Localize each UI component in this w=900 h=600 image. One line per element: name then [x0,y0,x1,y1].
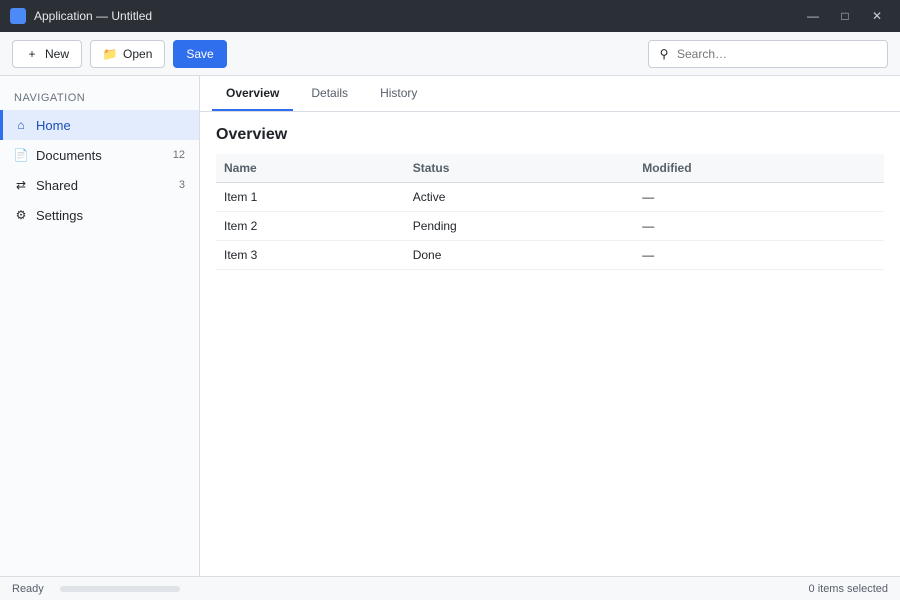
save-button[interactable] [173,40,226,68]
page-title: Overview [216,126,288,143]
open-button[interactable] [90,40,165,68]
sidebar-item-documents[interactable] [0,140,199,170]
maximize-icon: □ [841,9,849,23]
toolbar [0,32,900,76]
selection-count: 0 items selected [808,582,888,595]
table-cell: — [634,241,884,270]
table-cell: Active [405,183,635,212]
column-header[interactable]: Status [405,154,635,183]
table-cell: — [634,183,884,212]
table-row[interactable] [216,212,884,241]
table-cell: Item 1 [216,183,405,212]
table-cell: Done [405,241,635,270]
app-body [0,76,900,576]
gear-icon: ⚙ [15,208,27,222]
app-icon [10,8,26,24]
sidebar-item-settings[interactable] [0,200,199,230]
progress-bar [60,586,180,592]
tab-details[interactable]: Details [311,85,349,100]
document-icon: 📄 [13,148,29,162]
window-controls [800,5,890,27]
folder-icon: 📁 [102,46,118,61]
sidebar-item-count: 12 [172,149,185,161]
table-cell: — [634,212,884,241]
new-button-label: New [45,46,70,61]
table-header-row [216,154,884,183]
status-bar [0,576,900,600]
tab-history[interactable]: History [380,85,418,100]
minimize-button[interactable] [800,5,826,27]
sidebar [0,76,200,576]
sidebar-item-shared[interactable] [0,170,199,200]
close-button[interactable] [864,5,890,27]
title-bar [0,0,900,32]
sidebar-item-home[interactable] [0,110,199,140]
column-header[interactable]: Modified [634,154,884,183]
minimize-icon: — [807,9,819,23]
sidebar-item-label: Home [36,117,71,133]
sidebar-item-label: Documents [36,147,102,163]
share-icon: ⇄ [15,178,27,192]
search-icon: ⚲ [659,46,669,61]
plus-icon: + [28,46,36,61]
sidebar-item-label: Settings [36,207,83,223]
sidebar-item-label: Shared [36,177,78,193]
maximize-button[interactable] [832,5,858,27]
open-button-label: Open [123,46,153,61]
search-input[interactable] [677,47,879,61]
new-button[interactable] [12,40,82,68]
save-button-label: Save [186,46,214,61]
column-header[interactable]: Name [216,154,405,183]
close-icon: ✕ [871,9,883,23]
window-title: Application — Untitled [34,9,153,23]
table-cell: Item 3 [216,241,405,270]
tab-bar [200,76,900,112]
tab-overview[interactable]: Overview [212,76,293,111]
table-cell: Pending [405,212,635,241]
table-row[interactable] [216,241,884,270]
table-row[interactable] [216,183,884,212]
main-panel [200,76,900,576]
status-text: Ready [12,582,44,595]
data-table [216,154,884,270]
home-icon: ⌂ [17,118,25,132]
sidebar-heading: NAVIGATION [14,92,86,104]
content-area [200,112,900,576]
sidebar-item-count: 3 [178,179,185,191]
search-box [648,40,888,68]
table-cell: Item 2 [216,212,405,241]
